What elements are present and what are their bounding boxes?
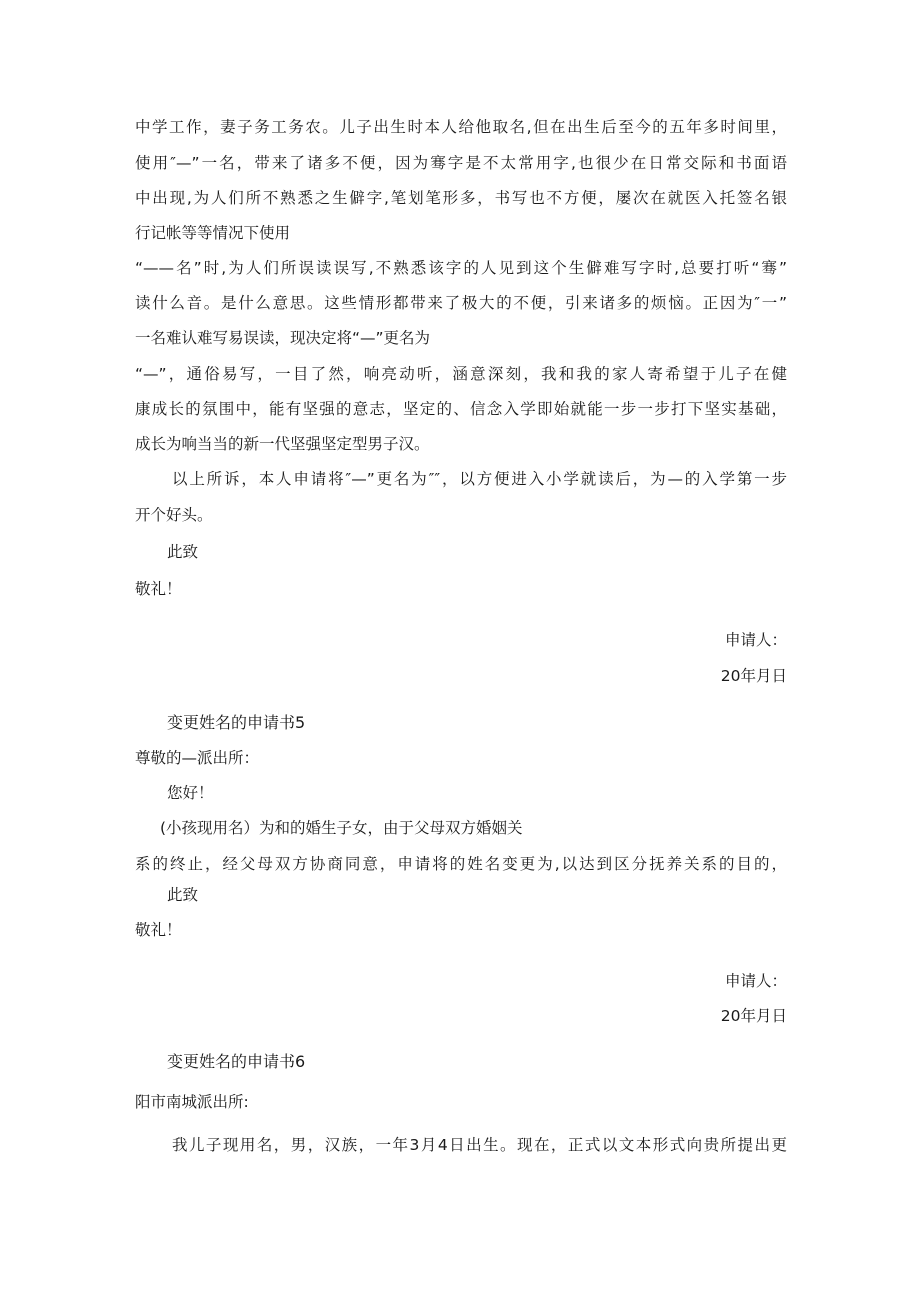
date-line: 20年月日 <box>720 667 787 685</box>
date-line: 20年月日 <box>720 1007 787 1025</box>
paragraph-line: 我儿子现用名，男，汉族，一年3月4日出生。现在，正式以文本形式向贵所提出更 <box>172 1136 787 1154</box>
section-heading: 变更姓名的申请书6 <box>167 1052 306 1071</box>
paragraph-line: 行记帐等等情况下使用 <box>135 224 291 242</box>
closing-regards: 敬礼！ <box>135 921 182 939</box>
paragraph-line: 开个好头。 <box>135 506 213 524</box>
paragraph-line: 以上所诉，本人申请将″—”更名为″″，以方便进入小学就读后，为—的入学第一步 <box>172 470 787 488</box>
paragraph-line: (小孩现用名）为和的婚生子女，由于父母双方婚姻关 <box>160 819 523 837</box>
closing-salutation: 此致 <box>167 543 199 561</box>
paragraph-line: 系的终止，经父母双方协商同意，申请将的姓名变更为,以达到区分抚养关系的目的， <box>135 855 787 873</box>
section-heading: 变更姓名的申请书5 <box>167 713 306 732</box>
paragraph-line: 康成长的氛围中，能有坚强的意志，坚定的、信念入学即始就能一步一步打下坚实基础， <box>135 400 787 418</box>
paragraph-line: 一名难认难写易误读，现决定将“—”更名为 <box>135 329 431 347</box>
addressee: 阳市南城派出所: <box>135 1093 249 1111</box>
greeting: 您好！ <box>167 784 214 802</box>
paragraph-line: “——名”时,为人们所误读误写,不熟悉该字的人见到这个生僻难写字时,总要打听“骞” <box>135 259 787 277</box>
addressee: 尊敬的—派出所： <box>135 749 260 767</box>
paragraph-line: 成长为响当当的新一代坚强坚定型男子汉。 <box>135 435 430 453</box>
paragraph-line: 中出现,为人们所不熟悉之生僻字,笔划笔形多，书写也不方便，屡次在就医入托签名银 <box>135 189 787 207</box>
applicant-label: 申请人： <box>724 631 787 649</box>
paragraph-line: 中学工作，妻子务工务农。儿子出生时本人给他取名,但在出生后至今的五年多时间里， <box>135 118 787 136</box>
closing-regards: 敬礼！ <box>135 580 182 598</box>
paragraph-line: 读什么音。是什么意思。这些情形都带来了极大的不便，引来诸多的烦恼。正因为″一” <box>135 294 787 312</box>
paragraph-line: 使用″—”一名，带来了诸多不便，因为骞字是不太常用字,也很少在日常交际和书面语 <box>135 154 787 172</box>
closing-salutation: 此致 <box>167 886 199 904</box>
paragraph-line: “—”，通俗易写，一目了然，响亮动听，涵意深刻，我和我的家人寄希望于儿子在健 <box>135 365 787 383</box>
applicant-label: 申请人： <box>724 972 787 990</box>
